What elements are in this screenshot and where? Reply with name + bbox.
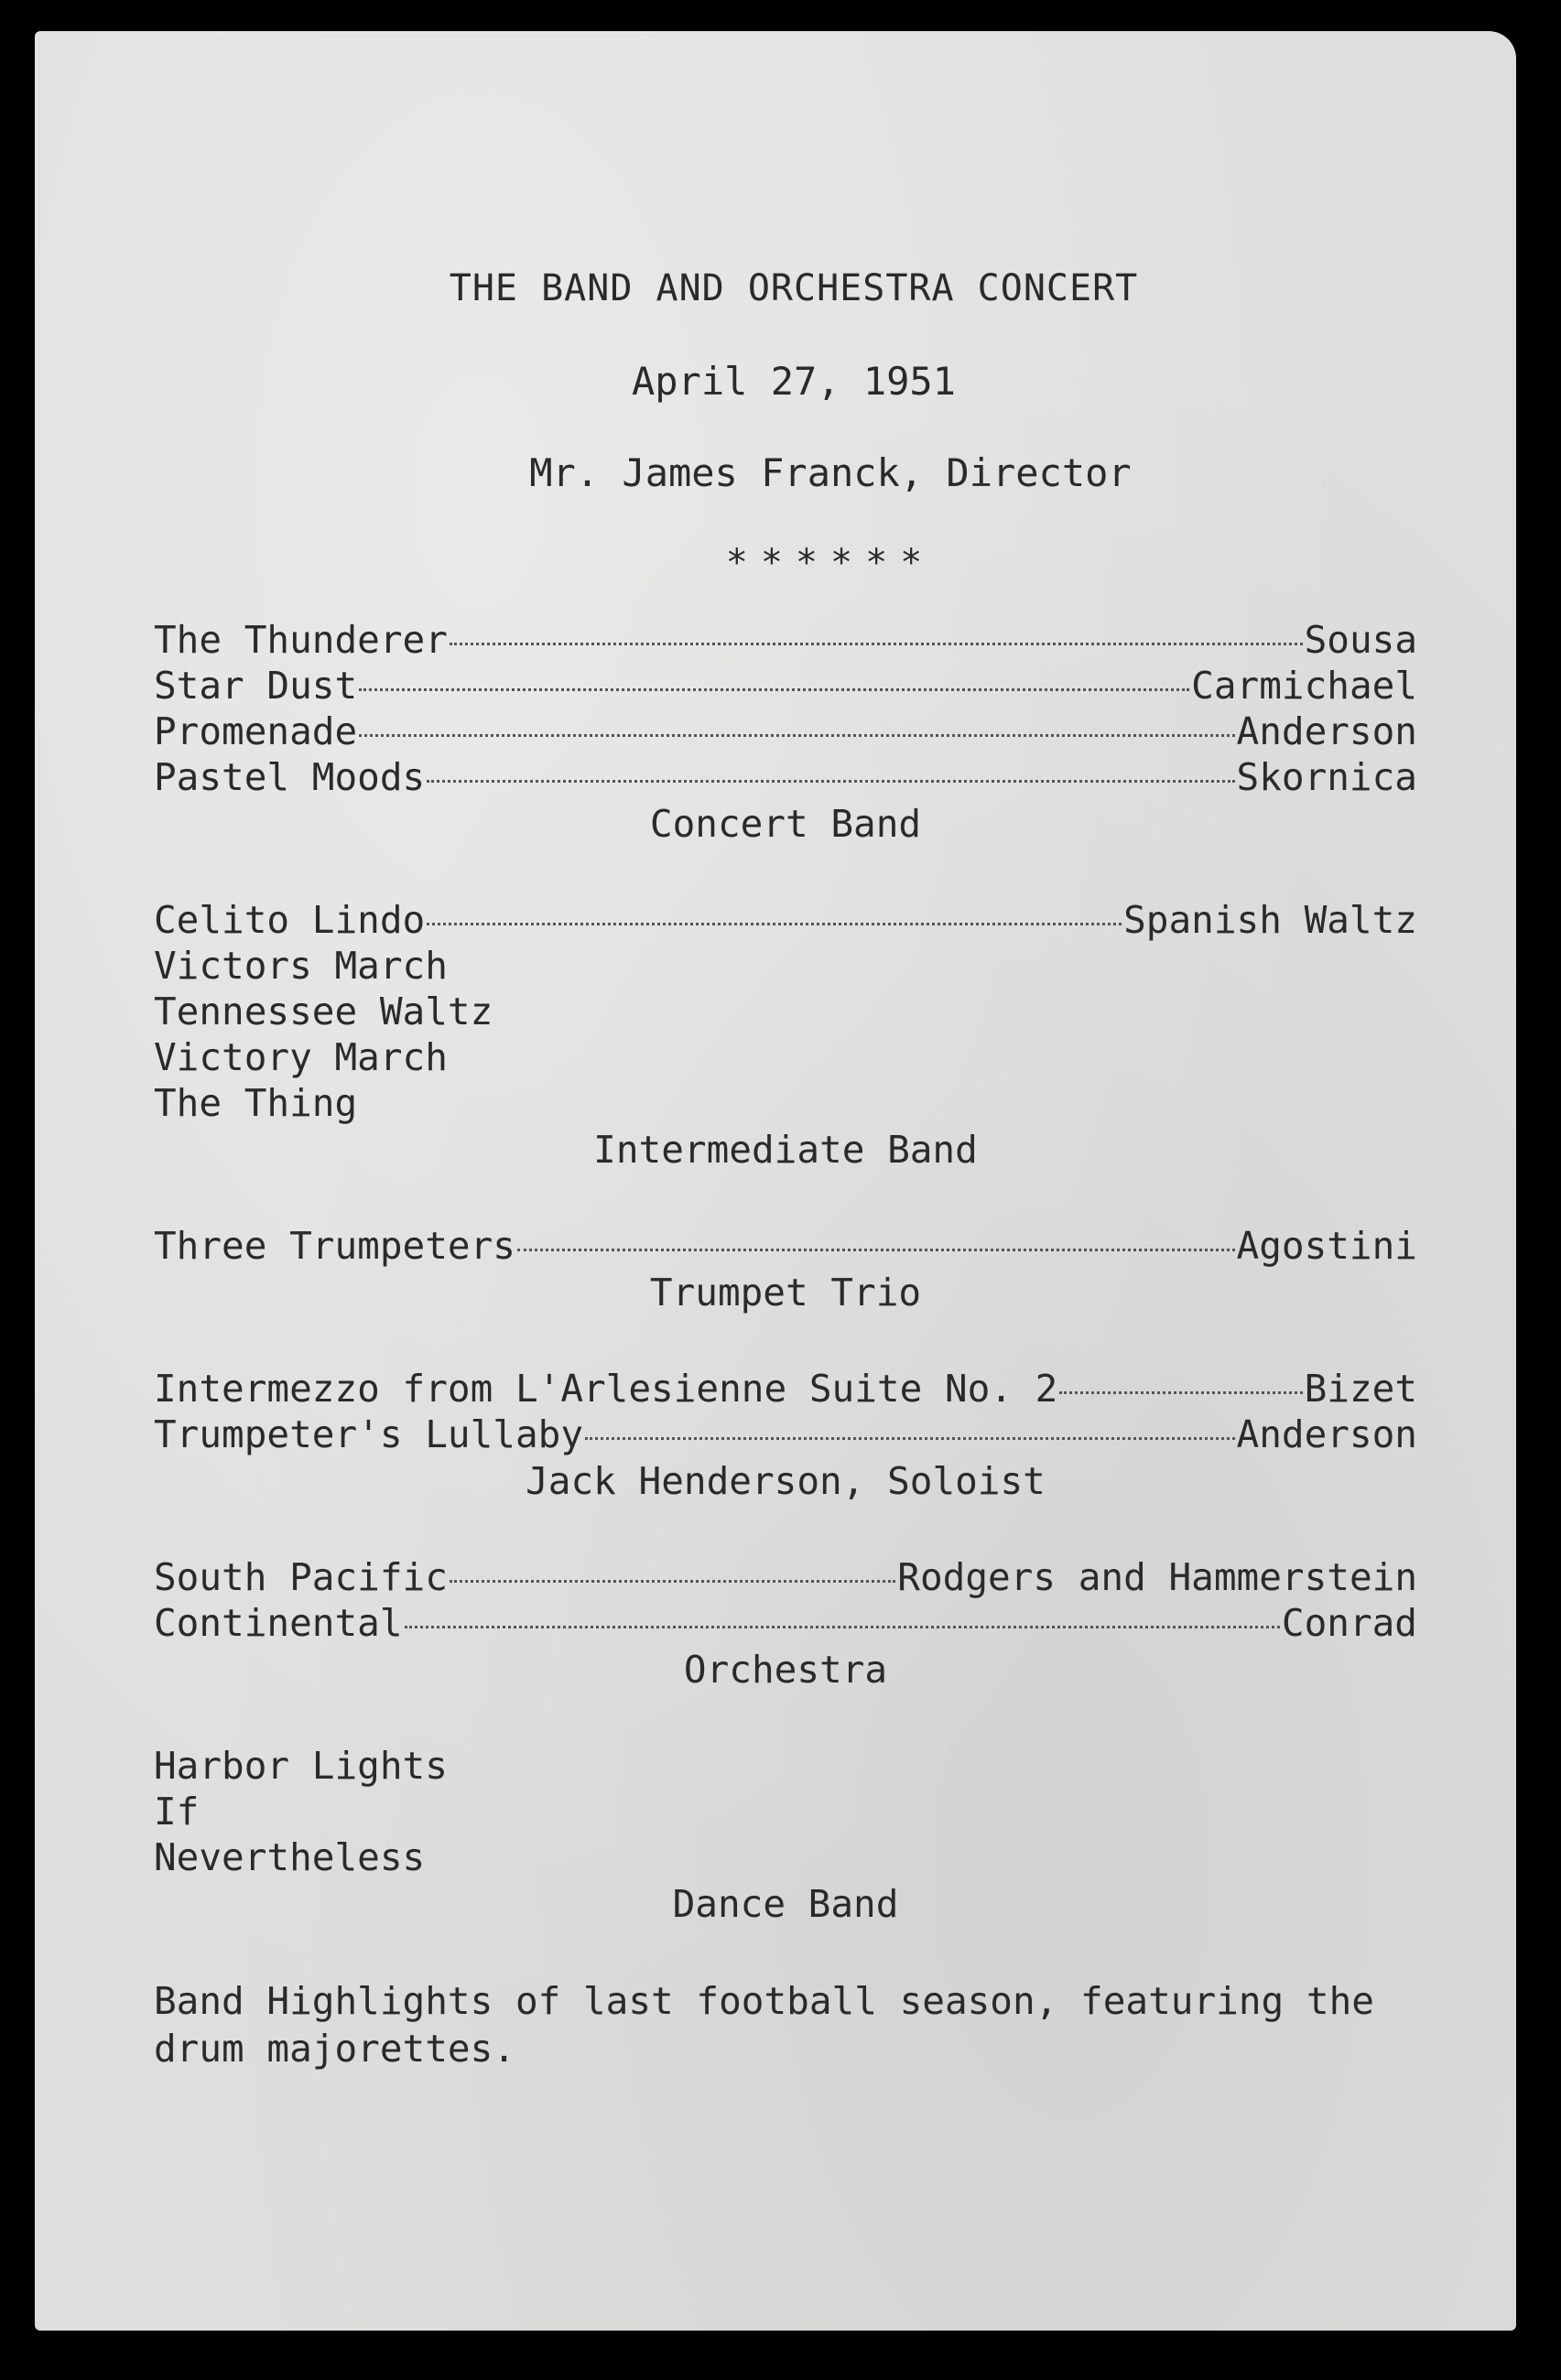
performer-label: Concert Band — [649, 802, 922, 846]
piece-title: Three Trumpeters — [154, 1224, 515, 1268]
piece-composer: Carmichael — [1191, 664, 1417, 708]
dot-leader — [450, 643, 1303, 645]
piece-title: Celito Lindo — [154, 898, 426, 942]
concert-date: April 27, 1951 — [631, 359, 956, 404]
program-section — [154, 897, 1417, 1174]
dot-leader — [517, 1249, 1235, 1251]
program-item — [154, 754, 1417, 800]
piece-composer: Anderson — [1236, 709, 1417, 753]
dot-leader — [450, 1580, 895, 1583]
piece-composer: Sousa — [1304, 618, 1417, 662]
program-item — [154, 1600, 1417, 1646]
piece-title: Star Dust — [154, 664, 358, 708]
closing-note: Band Highlights of last football season, featuring the drum majorettes. — [154, 1979, 1374, 2071]
piece-composer: Rodgers and Hammerstein — [897, 1555, 1417, 1599]
separator-stars: ****** — [725, 542, 936, 584]
program-item — [154, 1412, 1417, 1457]
piece-composer: Bizet — [1304, 1367, 1417, 1411]
piece-composer: Conrad — [1281, 1601, 1417, 1645]
performer-label: Orchestra — [683, 1648, 888, 1692]
program-sheet — [35, 31, 1516, 2331]
program-item — [154, 1034, 1417, 1080]
piece-title: Pastel Moods — [154, 755, 426, 799]
program-item — [154, 1834, 1417, 1880]
program-item — [154, 1554, 1417, 1600]
program-item — [154, 897, 1417, 943]
dot-leader — [359, 688, 1189, 691]
piece-composer: Anderson — [1236, 1412, 1417, 1456]
director-line: Mr. James Franck, Director — [529, 450, 1132, 495]
piece-title: Harbor Lights — [154, 1744, 448, 1788]
program-section — [154, 1223, 1417, 1316]
piece-title: Tennessee Waltz — [154, 990, 493, 1033]
program-item — [154, 1223, 1417, 1269]
piece-composer: Spanish Waltz — [1123, 898, 1417, 942]
piece-composer: Skornica — [1236, 755, 1417, 799]
dot-leader — [405, 1626, 1280, 1628]
piece-title: Nevertheless — [154, 1835, 426, 1879]
dot-leader — [359, 734, 1234, 737]
piece-title: The Thunderer — [154, 618, 448, 662]
piece-title: The Thing — [154, 1081, 358, 1125]
program-item — [154, 617, 1417, 663]
program-item — [154, 663, 1417, 709]
piece-title: Trumpeter's Lullaby — [154, 1412, 583, 1456]
program-section — [154, 1366, 1417, 1505]
program-item — [154, 943, 1417, 989]
dot-leader — [585, 1437, 1235, 1440]
dot-leader — [1059, 1391, 1302, 1394]
piece-title: Promenade — [154, 709, 358, 753]
program-item — [154, 1080, 1417, 1126]
program-section — [154, 1743, 1417, 1928]
piece-composer: Agostini — [1236, 1224, 1417, 1268]
piece-title: South Pacific — [154, 1555, 448, 1599]
performer-label: Dance Band — [672, 1882, 899, 1926]
program-section — [154, 617, 1417, 848]
dot-leader — [427, 923, 1122, 925]
program-item — [154, 709, 1417, 754]
piece-title: Continental — [154, 1601, 403, 1645]
program-list — [154, 617, 1417, 2072]
program-item — [154, 989, 1417, 1034]
concert-title: THE BAND AND ORCHESTRA CONCERT — [449, 267, 1139, 309]
performer-label: Trumpet Trio — [649, 1271, 922, 1314]
performer-label: Intermediate Band — [593, 1128, 978, 1172]
program-section — [154, 1554, 1417, 1693]
dot-leader — [427, 780, 1234, 783]
piece-title: Victors March — [154, 944, 448, 988]
piece-title: Victory March — [154, 1035, 448, 1079]
piece-title: If — [154, 1790, 200, 1834]
piece-title: Intermezzo from L'Arlesienne Suite No. 2 — [154, 1367, 1058, 1411]
performer-label: Jack Henderson, Soloist — [526, 1459, 1046, 1503]
program-item — [154, 1743, 1417, 1789]
program-item — [154, 1366, 1417, 1412]
program-item — [154, 1789, 1417, 1834]
